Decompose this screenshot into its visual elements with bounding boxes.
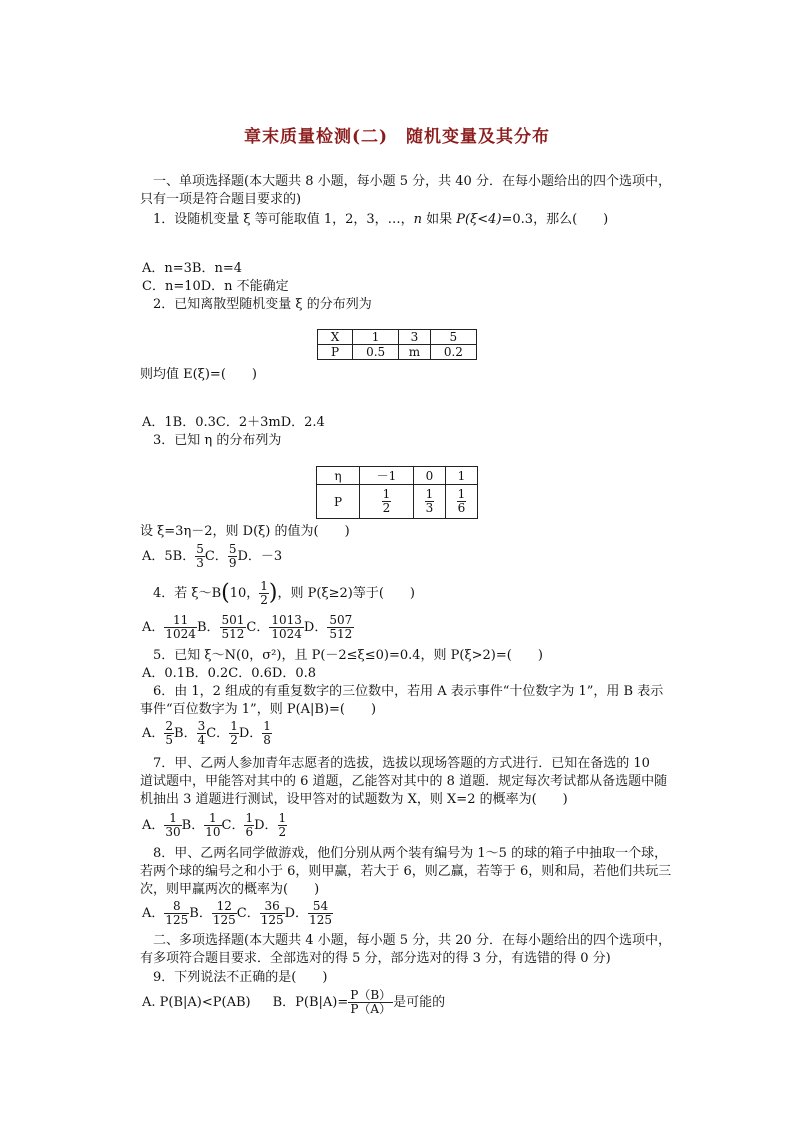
section1-heading-line2: 只有一项是符合题目要求的) [140,192,302,207]
q9-stem: 9．下列说法不正确的是( ) [153,970,328,985]
q3-ask: 设 ξ=3η－2，则 D(ξ) 的值为( ) [140,524,350,539]
table-cell: 0.5 [353,345,399,360]
table-cell: X [318,330,353,345]
table-cell: 1 [353,330,399,345]
q8-stem-line2: 若两个球的编号之和小于 6，则甲赢，若大于 6，则乙赢，若等于 6，则和局，若他们共玩三 [140,864,672,879]
q2-options: A．1B．0.3C．2＋3mD．2.4 [142,415,325,430]
q7-options: A． $\frac{1}{30}$ B． $\frac{1}{10}$ C． $\frac{1}{6}$ D． $\frac{1}{2}$ [142,811,287,839]
q6-stem-line2: 事件“百位数字为 1”，则 P(A|B)=( ) [140,702,377,717]
q8-stem-line1: 8．甲、乙两名同学做游戏，他们分别从两个装有编号为 1～5 的球的箱子中抽取一个球， [153,846,668,861]
q1-options-cd: C．n=10D．n 不能确定 [142,279,289,294]
table-row [318,330,477,345]
section2-heading-line1: 二、多项选择题(本大题共 4 小题，每小题 5 分，共 20 分．在每小题给出的四个选项中， [153,933,671,948]
q6-stem-line1: 6．由 1，2 组成的有重复数字的三位数中，若用 A 表示事件“十位数字为 1”，用 B 表示 [153,684,664,699]
page-title: 章末质量检测(二) 随机变量及其分布 [243,127,551,147]
q9-options: A. P(B|A)<P(AB) B．P(B|A)= $\frac{P(B)}{P(A)}$ 是可能的 [142,988,446,1016]
table-cell: －1 [360,467,414,485]
q3-options: A．5B． $\frac{5}{3}$ C． $\frac{5}{9}$ D．－3 [142,542,283,570]
q3-distribution-table [316,466,478,519]
q1-options-ab: A．n=3B．n=4 [142,261,243,276]
q3-stem: 3．已知 η 的分布列为 [153,433,282,448]
table-cell: P [318,345,353,360]
table-cell: η [317,467,360,485]
q2-stem: 2．已知离散型随机变量 ξ 的分布列为 [153,297,372,312]
q1-stem: 1．设随机变量 ξ 等可能取值 1，2，3，…，n 如果 P(ξ<4)=0.3，那么( ) [153,212,609,227]
q7-stem-line2: 道试题中，甲能答对其中的 6 道题，乙能答对其中的 8 道题．规定每次考试都从备选题中随 [140,774,668,789]
table-cell: 5 [430,330,476,345]
table-row [317,485,478,519]
q5-options: A．0.1B．0.2C．0.6D．0.8 [142,666,317,681]
table-cell: 1 [445,467,477,485]
section1-heading-line1: 一、单项选择题(本大题共 8 小题，每小题 5 分，共 40 分．在每小题给出的四个选项中， [153,174,671,189]
table-cell: $\frac{1}{2}$ [360,485,414,519]
table-cell: 3 [399,330,430,345]
q4-stem: 4．若 ξ～B(10， $\frac{1}{2}$ )，则 P(ξ≥2)等于( ) [153,579,415,607]
q6-options: A． $\frac{2}{5}$ B． $\frac{3}{4}$ C． $\frac{1}{2}$ D． $\frac{1}{8}$ [142,719,271,747]
q4-options: A． $\frac{11}{1024}$ B． $\frac{501}{512}$ C． $\frac{1013}{1024}$ D． $\frac{507}{512}$ [142,613,353,641]
q8-options: A． $\frac{8}{125}$ B． $\frac{12}{125}$ C． $\frac{36}{125}$ D． $\frac{54}{125}$ [142,899,332,927]
table-cell: P [317,485,360,519]
table-cell: m [399,345,430,360]
table-cell: 0 [413,467,445,485]
table-cell: 0.2 [430,345,476,360]
table-cell: $\frac{1}{3}$ [413,485,445,519]
q5-stem: 5．已知 ξ～N(0，σ²)，且 P(－2≤ξ≤0)=0.4，则 P(ξ>2)=( ) [153,648,543,663]
q7-stem-line3: 机抽出 3 道题进行测试，设甲答对的试题数为 X，则 X=2 的概率为( ) [140,792,568,807]
q2-distribution-table [317,329,477,360]
table-row [317,467,478,485]
q2-ask: 则均值 E(ξ)=( ) [140,367,257,382]
q7-stem-line1: 7．甲、乙两人参加青年志愿者的选拔，选拔以现场答题的方式进行．已知在备选的 10 [153,756,650,771]
q8-stem-line3: 次，则甲赢两次的概率为( ) [140,882,320,897]
table-row [318,345,477,360]
section2-heading-line2: 有多项符合题目要求．全部选对的得 5 分，部分选对的得 3 分，有选错的得 0 分) [140,951,611,966]
table-cell: $\frac{1}{6}$ [445,485,477,519]
